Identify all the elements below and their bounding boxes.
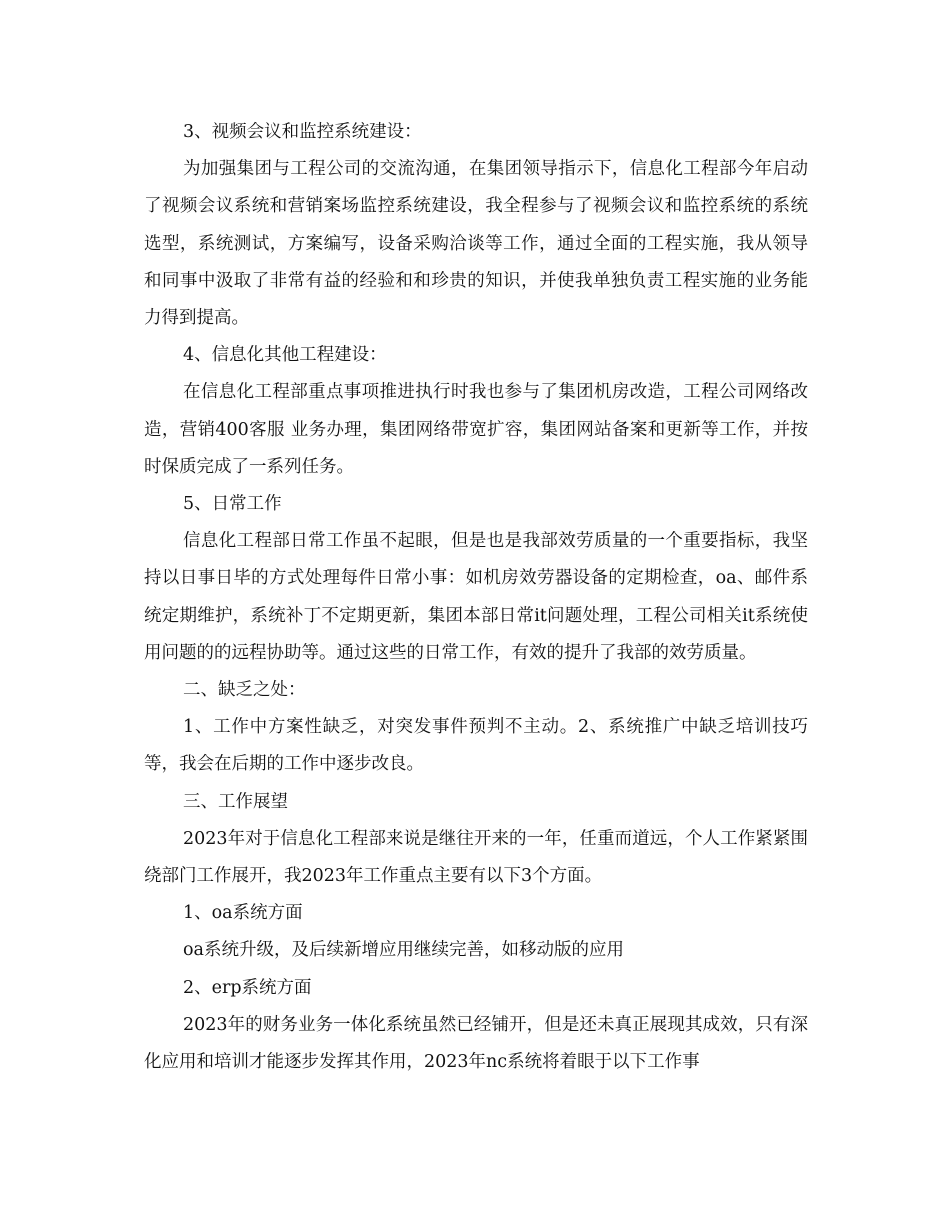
paragraph-shortcomings: 1、工作中方案性缺乏，对突发事件预判不主动。2、系统推广中缺乏培训技巧等，我会在后期的工作中逐步改良。 <box>144 717 808 775</box>
section-heading-daily-work: 5、日常工作 <box>183 494 282 515</box>
section-heading-outlook: 三、工作展望 <box>183 791 288 812</box>
paragraph-daily-work: 信息化工程部日常工作虽不起眼，但是也是我部效劳质量的一个重要指标，我坚持以日事日毕的方式处理每件日常小事：如机房效劳器设备的定期检查，oa、邮件系统定期维护，系统补丁不定期更新，集团本部日常it问题处理，工程公司相关it系统使用问题的的远程协助等。通过这些的日常工作，有效的提升了我部的效劳质量。 <box>144 531 808 663</box>
document-page <box>144 114 808 1081</box>
section-heading-video-conference: 3、视频会议和监控系统建设： <box>183 122 422 142</box>
section-heading-shortcomings: 二、缺乏之处： <box>183 680 306 701</box>
section-heading-other-projects: 4、信息化其他工程建设： <box>183 345 387 366</box>
section-heading-oa-system: 1、oa系统方面 <box>183 903 303 924</box>
paragraph-other-projects: 在信息化工程部重点事项推进执行时我也参与了集团机房改造，工程公司网络改造，营销400客服 业务办理，集团网络带宽扩容，集团网站备案和更新等工作，并按时保质完成了一系列任务。 <box>144 382 808 477</box>
paragraph-outlook: 2023年对于信息化工程部来说是继往开来的一年，任重而道远，个人工作紧紧围绕部门工作展开，我2023年工作重点主要有以下3个方面。 <box>144 828 808 887</box>
paragraph-erp-system: 2023年的财务业务一体化系统虽然已经铺开，但是还未真正展现其成效，只有深化应用和培训才能逐步发挥其作用，2023年nc系统将着眼于以下工作事 <box>144 1014 808 1073</box>
section-heading-erp-system: 2、erp系统方面 <box>183 977 312 998</box>
paragraph-video-conference: 为加强集团与工程公司的交流沟通，在集团领导指示下，信息化工程部今年启动了视频会议系统和营销案场监控系统建设，我全程参与了视频会议和监控系统的系统选型，系统测试，方案编写，设备采购洽谈等工作，通过全面的工程实施，我从领导和同事中汲取了非常有益的经验和和珍贵的知识，并使我单独负责工程实施的业务能力得到提高。 <box>144 159 808 329</box>
paragraph-oa-system: oa系统升级，及后续新增应用继续完善，如移动版的应用 <box>183 940 624 961</box>
